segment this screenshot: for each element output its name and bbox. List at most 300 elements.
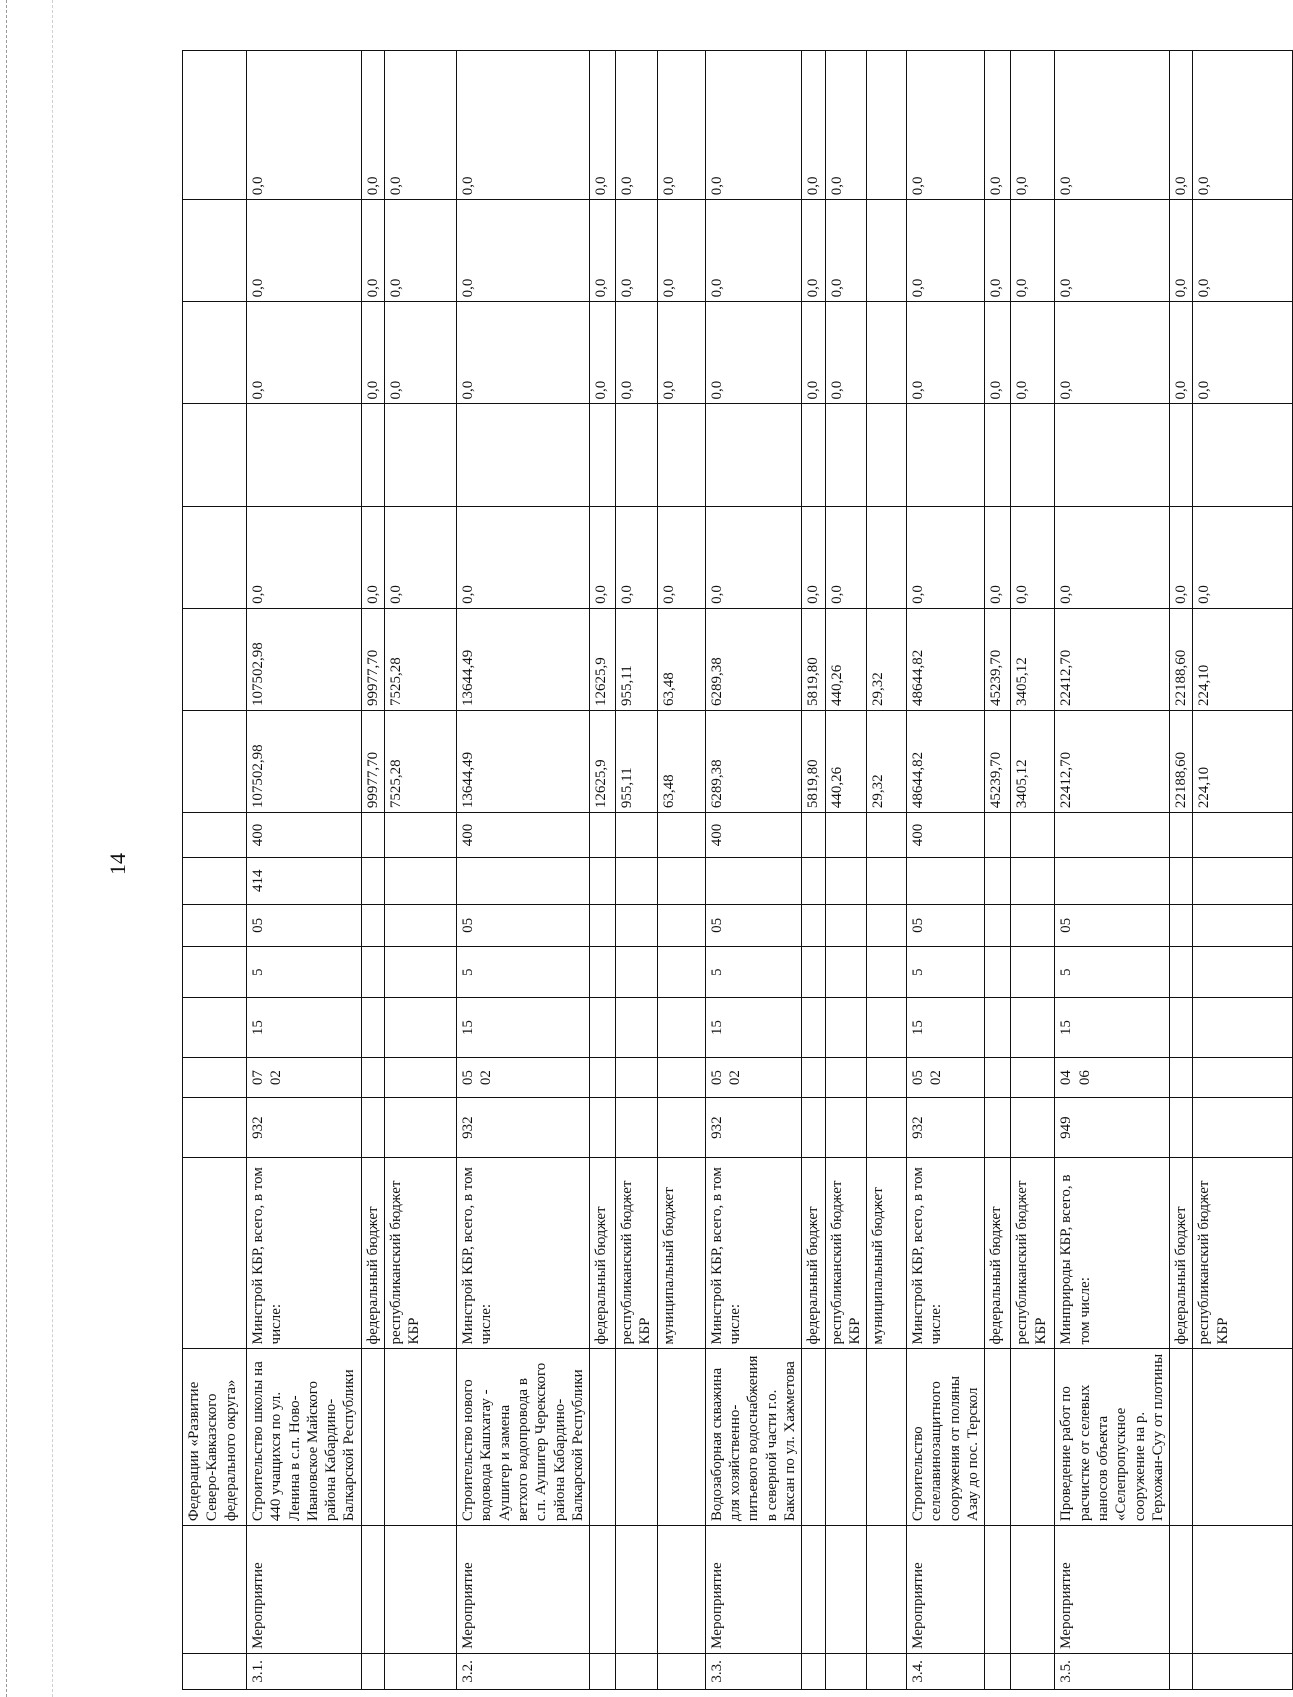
budget-code-cell: 400 [907,813,985,858]
budget-code-cell [1193,1098,1293,1158]
amount-cell: 0,0 [590,302,616,404]
amount-cell: 955,11 [616,710,658,812]
budget-code-cell [1011,1057,1055,1097]
amount-cell: 0,0 [590,506,616,608]
amount-cell: 13644,49 [457,608,590,710]
budget-code-cell [1055,857,1170,904]
amount-cell: 12625,9 [590,608,616,710]
item-type-cell [1193,1526,1293,1654]
item-type-cell [985,1526,1011,1654]
budget-code-cell [590,857,616,904]
amount-cell: 0,0 [705,302,801,404]
amount-cell: 0,0 [457,506,590,608]
budget-code-cell [616,1098,658,1158]
budget-code-cell [385,947,457,998]
table-cell [183,710,247,812]
budget-code-cell [867,1057,907,1097]
budget-code-cell [1170,947,1193,998]
budget-code-cell [657,947,705,998]
amount-cell: 99977,70 [361,608,384,710]
budget-code-cell: 05 [457,904,590,947]
budget-code-cell [825,857,867,904]
budget-code-cell: 400 [457,813,590,858]
item-description-cell: Строительство школы на 440 учащихся по ул. Ленина в с.п. Ново-Ивановское Майского района Кабардино-Балкарской Республики [247,1349,362,1526]
budget-code-cell [385,813,457,858]
item-description-cell: Проведение работ по расчистке от селевых наносов объекта «Селепропускное сооружение на р. Герхожан-Суу от плотины [1055,1349,1170,1526]
amount-cell [705,404,801,506]
amount-cell: 0,0 [802,506,825,608]
amount-cell: 48644,82 [907,608,985,710]
amount-cell [457,404,590,506]
amount-cell [590,404,616,506]
amount-cell: 48644,82 [907,710,985,812]
amount-cell: 0,0 [657,200,705,302]
amount-cell [1055,404,1170,506]
responsible-budget-cell: Минстрой КБР, всего, в том числе: [457,1157,590,1349]
amount-cell: 0,0 [1170,51,1193,200]
amount-cell: 5819,80 [802,608,825,710]
budget-code-cell: 05 02 [457,1057,590,1097]
budget-code-cell [802,904,825,947]
amount-cell: 0,0 [657,506,705,608]
budget-code-cell [1170,998,1193,1058]
budget-code-cell [1170,1057,1193,1097]
budget-code-cell [385,1098,457,1158]
amount-cell: 0,0 [1193,200,1293,302]
amount-cell: 22412,70 [1055,608,1170,710]
amount-cell: 0,0 [705,51,801,200]
budget-code-cell [1055,813,1170,858]
amount-cell: 0,0 [825,302,867,404]
budget-code-cell: 05 [907,904,985,947]
amount-cell: 0,0 [590,200,616,302]
item-number-cell [985,1653,1011,1689]
item-number-cell: 3.4. [907,1653,985,1689]
item-description-cell [825,1349,867,1526]
budget-code-cell [361,857,384,904]
amount-cell: 0,0 [1011,506,1055,608]
amount-cell: 0,0 [1055,51,1170,200]
amount-cell: 440,26 [825,608,867,710]
budget-code-cell [616,857,658,904]
amount-cell [867,302,907,404]
amount-cell: 0,0 [705,506,801,608]
scan-margin-dashes-inner [52,0,54,1697]
budget-code-cell: 05 02 [705,1057,801,1097]
amount-cell: 0,0 [616,200,658,302]
item-number-cell [825,1653,867,1689]
responsible-budget-cell: федеральный бюджет [802,1157,825,1349]
responsible-budget-cell: федеральный бюджет [1170,1157,1193,1349]
budget-code-cell: 07 02 [247,1057,362,1097]
amount-cell [657,404,705,506]
budget-code-cell [385,998,457,1058]
amount-cell: 0,0 [247,200,362,302]
budget-code-cell [802,1057,825,1097]
budget-code-cell: 932 [705,1098,801,1158]
item-description-cell [616,1349,658,1526]
amount-cell: 63,48 [657,710,705,812]
amount-cell: 0,0 [1011,302,1055,404]
budget-code-cell: 15 [1055,998,1170,1058]
item-description-cell: Водозаборная скважина для хозяйственно-питьевого водоснабжения в северной части г.о. Баксан по ул. Хажметова [705,1349,801,1526]
amount-cell [867,51,907,200]
table-row [616,51,658,1690]
amount-cell: 0,0 [825,506,867,608]
budget-code-cell [590,1098,616,1158]
amount-cell: 0,0 [1055,302,1170,404]
item-type-cell [616,1526,658,1654]
budget-code-cell [616,947,658,998]
budget-code-cell: 05 [247,904,362,947]
budget-code-cell: 932 [457,1098,590,1158]
budget-code-cell [867,1098,907,1158]
budget-code-cell [657,857,705,904]
amount-cell: 3405,12 [1011,710,1055,812]
item-number-cell: 3.1. [247,1653,362,1689]
item-number-cell [867,1653,907,1689]
amount-cell: 0,0 [985,51,1011,200]
item-type-cell [361,1526,384,1654]
amount-cell: 0,0 [657,51,705,200]
budget-code-cell [590,904,616,947]
budget-code-cell [825,1057,867,1097]
amount-cell: 0,0 [985,200,1011,302]
amount-cell: 0,0 [457,51,590,200]
budget-code-cell [590,813,616,858]
budget-code-cell: 15 [247,998,362,1058]
table-row [1055,51,1170,1690]
budget-code-cell [825,998,867,1058]
amount-cell: 5819,80 [802,710,825,812]
budget-code-cell [867,998,907,1058]
item-description-cell [1170,1349,1193,1526]
budget-code-cell [985,998,1011,1058]
table-cell [183,1057,247,1097]
budget-code-cell: 5 [457,947,590,998]
budget-code-cell [361,1057,384,1097]
budget-code-cell [825,813,867,858]
responsible-budget-cell: республиканский бюджет КБР [825,1157,867,1349]
amount-cell: 22188,60 [1170,608,1193,710]
budget-code-cell [361,1098,384,1158]
responsible-budget-cell: республиканский бюджет КБР [1011,1157,1055,1349]
amount-cell: 7525,28 [385,710,457,812]
amount-cell: 0,0 [247,302,362,404]
budget-code-cell [1011,904,1055,947]
budget-code-cell [825,947,867,998]
amount-cell: 0,0 [1170,506,1193,608]
item-number-cell [385,1653,457,1689]
item-type-cell [385,1526,457,1654]
amount-cell: 0,0 [361,200,384,302]
amount-cell: 0,0 [457,302,590,404]
budget-code-cell [1011,857,1055,904]
table-cell [183,51,247,200]
amount-cell: 0,0 [361,506,384,608]
table-cell [183,857,247,904]
amount-cell: 0,0 [1193,51,1293,200]
budget-code-cell: 932 [907,1098,985,1158]
budget-code-cell [907,857,985,904]
item-number-cell [1011,1653,1055,1689]
amount-cell: 3405,12 [1011,608,1055,710]
table-row [1170,51,1193,1690]
budget-code-cell: 15 [705,998,801,1058]
responsible-budget-cell: Минстрой КБР, всего, в том числе: [247,1157,362,1349]
budget-code-cell: 400 [705,813,801,858]
amount-cell: 0,0 [590,51,616,200]
amount-cell [867,404,907,506]
amount-cell [1011,404,1055,506]
amount-cell: 0,0 [657,302,705,404]
amount-cell: 0,0 [361,51,384,200]
amount-cell: 0,0 [385,506,457,608]
item-type-cell [1011,1526,1055,1654]
table-cell [183,998,247,1058]
responsible-budget-cell: республиканский бюджет КБР [385,1157,457,1349]
budget-code-cell: 15 [907,998,985,1058]
amount-cell: 45239,70 [985,608,1011,710]
budget-code-cell [1011,1098,1055,1158]
item-description-cell [802,1349,825,1526]
budget-code-cell [1011,813,1055,858]
item-number-cell [590,1653,616,1689]
amount-cell: 0,0 [907,506,985,608]
item-type-cell: Мероприятие [907,1526,985,1654]
amount-cell: 107502,98 [247,608,362,710]
budget-code-cell [802,813,825,858]
amount-cell: 0,0 [1193,506,1293,608]
table-header-row [183,51,247,1690]
amount-cell: 45239,70 [985,710,1011,812]
table-row [590,51,616,1690]
table-row [705,51,801,1690]
item-description-cell [1011,1349,1055,1526]
table-cell [183,506,247,608]
budget-code-cell [802,998,825,1058]
budget-code-cell [385,1057,457,1097]
budget-code-cell [657,1057,705,1097]
budget-code-cell [616,998,658,1058]
amount-cell: 0,0 [1055,200,1170,302]
budget-code-cell [1170,813,1193,858]
budget-code-cell [385,904,457,947]
budget-code-cell: 05 [705,904,801,947]
table-row [985,51,1011,1690]
amount-cell: 29,32 [867,710,907,812]
amount-cell: 99977,70 [361,710,384,812]
item-description-cell [385,1349,457,1526]
budget-code-cell: 15 [457,998,590,1058]
budget-code-cell [985,1057,1011,1097]
amount-cell: 0,0 [457,200,590,302]
table-row [867,51,907,1690]
amount-cell: 63,48 [657,608,705,710]
budget-code-cell: 949 [1055,1098,1170,1158]
amount-cell: 0,0 [802,302,825,404]
amount-cell: 0,0 [385,302,457,404]
table-row [802,51,825,1690]
amount-cell [1193,404,1293,506]
amount-cell: 0,0 [907,302,985,404]
budget-code-cell [1193,904,1293,947]
budget-code-cell [825,904,867,947]
budget-code-cell [657,998,705,1058]
item-number-cell [361,1653,384,1689]
amount-cell [825,404,867,506]
responsible-budget-cell: Минстрой КБР, всего, в том числе: [705,1157,801,1349]
amount-cell: 0,0 [705,200,801,302]
amount-cell: 12625,9 [590,710,616,812]
amount-cell: 0,0 [385,200,457,302]
budget-code-cell [705,857,801,904]
amount-cell: 0,0 [1011,51,1055,200]
item-number-cell [616,1653,658,1689]
amount-cell [361,404,384,506]
amount-cell: 22188,60 [1170,710,1193,812]
budget-code-cell [867,813,907,858]
amount-cell [985,404,1011,506]
amount-cell: 440,26 [825,710,867,812]
budget-code-cell [616,813,658,858]
amount-cell [1170,404,1193,506]
amount-cell: 0,0 [1193,302,1293,404]
budget-code-cell [657,904,705,947]
budget-code-cell: 05 [1055,904,1170,947]
budget-code-cell [616,904,658,947]
item-type-cell: Мероприятие [247,1526,362,1654]
budget-code-cell [361,904,384,947]
amount-cell: 0,0 [802,200,825,302]
responsible-budget-cell: федеральный бюджет [590,1157,616,1349]
amount-cell [802,404,825,506]
item-type-cell [657,1526,705,1654]
amount-cell: 22412,70 [1055,710,1170,812]
table-row [1011,51,1055,1690]
amount-cell: 29,32 [867,608,907,710]
amount-cell: 6289,38 [705,710,801,812]
item-number-cell: 3.2. [457,1653,590,1689]
amount-cell [867,506,907,608]
budget-code-cell: 5 [1055,947,1170,998]
responsible-budget-cell: федеральный бюджет [361,1157,384,1349]
amount-cell: 0,0 [247,51,362,200]
amount-cell: 0,0 [616,506,658,608]
responsible-budget-cell: республиканский бюджет КБР [616,1157,658,1349]
item-number-cell [657,1653,705,1689]
table-cell [183,1098,247,1158]
responsible-budget-cell: Минприроды КБР, всего, в том числе: [1055,1157,1170,1349]
budget-code-cell [361,947,384,998]
table-row [385,51,457,1690]
budget-code-cell [1011,998,1055,1058]
amount-cell: 0,0 [825,200,867,302]
item-number-cell: 3.3. [705,1653,801,1689]
item-type-cell [867,1526,907,1654]
amount-cell [867,200,907,302]
amount-cell: 0,0 [1055,506,1170,608]
budget-code-cell [867,947,907,998]
budget-code-cell [590,1057,616,1097]
amount-cell: 224,10 [1193,710,1293,812]
budget-code-cell: 414 [247,857,362,904]
page-number: 14 [105,853,130,875]
responsible-budget-cell: муниципальный бюджет [867,1157,907,1349]
rotated-table-wrapper [182,50,1231,1690]
budget-code-cell [1193,947,1293,998]
table-row [907,51,985,1690]
item-description-cell [590,1349,616,1526]
table-cell [183,813,247,858]
budget-code-cell: 932 [247,1098,362,1158]
table-cell [183,904,247,947]
budget-code-cell [985,947,1011,998]
item-description-cell: Строительство селелавинозащитного сооружения от поляны Азау до пос. Терскол [907,1349,985,1526]
budget-code-cell [590,947,616,998]
item-description-cell [985,1349,1011,1526]
budget-code-cell [457,857,590,904]
amount-cell: 0,0 [616,51,658,200]
amount-cell: 0,0 [385,51,457,200]
budget-code-cell: 04 06 [1055,1057,1170,1097]
budget-code-cell: 5 [247,947,362,998]
budget-code-cell [1170,904,1193,947]
item-description-cell [867,1349,907,1526]
table-cell: Федерации «Развитие Северо-Кавказского федерального округа» [183,1349,247,1526]
amount-cell: 0,0 [1170,200,1193,302]
item-type-cell [825,1526,867,1654]
amount-cell: 0,0 [985,506,1011,608]
budget-code-cell [1193,998,1293,1058]
budget-code-cell [985,1098,1011,1158]
amount-cell: 0,0 [985,302,1011,404]
budget-code-cell [1193,813,1293,858]
budget-code-cell [361,813,384,858]
budget-code-cell [1193,857,1293,904]
table-cell [183,200,247,302]
amount-cell [907,404,985,506]
budget-code-cell [1170,1098,1193,1158]
budget-code-cell: 5 [907,947,985,998]
item-type-cell: Мероприятие [705,1526,801,1654]
budget-code-cell [657,813,705,858]
amount-cell: 0,0 [825,51,867,200]
item-type-cell [1170,1526,1193,1654]
table-row [657,51,705,1690]
budget-code-cell [361,998,384,1058]
amount-cell: 224,10 [1193,608,1293,710]
item-type-cell [590,1526,616,1654]
item-description-cell [1193,1349,1293,1526]
budget-code-cell [985,904,1011,947]
amount-cell: 13644,49 [457,710,590,812]
budget-code-cell [867,904,907,947]
table-cell [183,1653,247,1689]
budget-code-cell [616,1057,658,1097]
amount-cell: 0,0 [1011,200,1055,302]
budget-code-cell [867,857,907,904]
item-number-cell [802,1653,825,1689]
table-cell [183,1526,247,1654]
amount-cell: 0,0 [247,506,362,608]
responsible-budget-cell: Минстрой КБР, всего, в том числе: [907,1157,985,1349]
program-activities-table [182,50,1293,1690]
amount-cell: 0,0 [907,51,985,200]
amount-cell: 0,0 [907,200,985,302]
budget-code-cell [1170,857,1193,904]
amount-cell: 0,0 [802,51,825,200]
